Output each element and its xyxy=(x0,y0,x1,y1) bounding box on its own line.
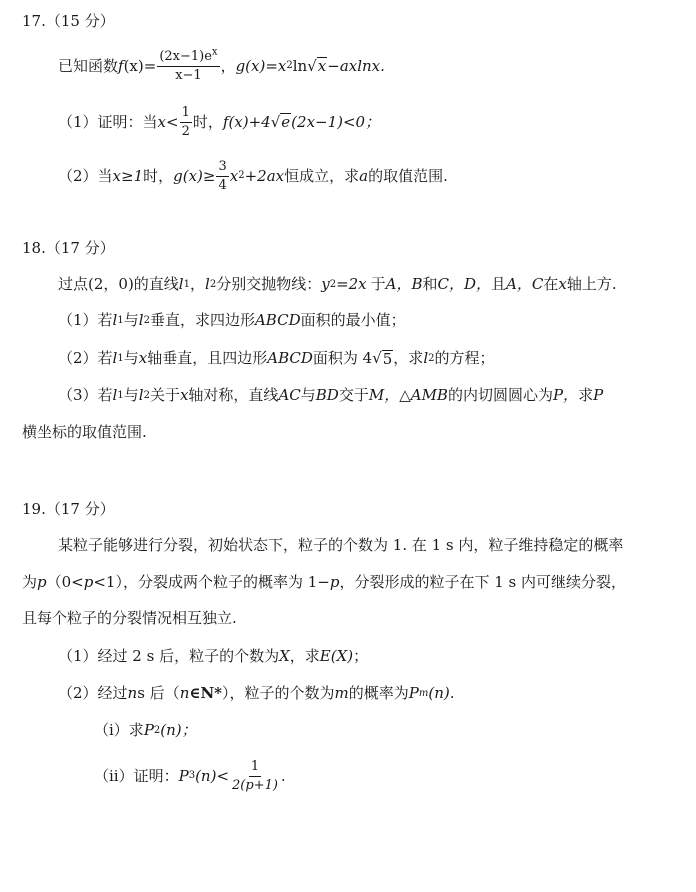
q19-pi-P: P xyxy=(143,721,154,739)
q19-part2-i: （i）求 P 2 (n)； xyxy=(94,721,197,739)
q18-pts3: A，C xyxy=(506,275,544,293)
q19-pii-n: (n)< xyxy=(195,766,230,785)
q19-p2-label: （2）经过 xyxy=(58,684,128,702)
q18-header-text: 18.（17 分） xyxy=(22,239,115,257)
q18-p2-l2: l xyxy=(423,349,429,368)
q17-p1-when: 时， xyxy=(192,112,223,131)
q18-p3-bd: BD xyxy=(315,386,339,404)
q17-p2-label: （2）当 xyxy=(58,166,113,185)
q19-part1 xyxy=(58,649,368,664)
q19-pii-fraction xyxy=(230,760,280,792)
q17-header-text: 17.（15 分） xyxy=(22,12,115,30)
q18-p2-d: ，求 xyxy=(393,349,424,368)
q19-p1-b: ，求 xyxy=(289,647,320,665)
q19-intro-line2 xyxy=(22,575,626,590)
q17-g-sqrt: x xyxy=(317,57,327,76)
q17-p2-tail: 恒成立，求 xyxy=(284,166,360,185)
q18-p3-p2: P xyxy=(593,386,604,404)
q18-p2-e: 的方程； xyxy=(434,349,495,368)
q18-p2-c: 面积为 4 xyxy=(312,349,373,368)
q19-p2-n2: n xyxy=(179,684,190,702)
q17-p1-fraction xyxy=(180,106,192,138)
q18-p3-c: 轴对称，直线 xyxy=(188,386,279,404)
q18-p3-a: 与 xyxy=(123,386,139,404)
q18-p3-l1: l xyxy=(112,386,118,404)
q17-p2-end: 的取值范围. xyxy=(368,166,448,185)
q17-p2-a: a xyxy=(359,166,369,185)
q19-pii-end: . xyxy=(280,766,286,785)
q19-intro-1: 某粒子能够进行分裂，初始状态下，粒子的个数为 1. 在 1 s 内，粒子维持稳定的概率 xyxy=(58,536,624,554)
q18-intro-d: 且 xyxy=(491,275,507,293)
q19-p2-Psub: m xyxy=(418,687,429,699)
q18-p1-label: （1）若 xyxy=(58,311,113,329)
q18-p3-ac: AC xyxy=(278,386,301,404)
q19-p2-in: ∈N* xyxy=(189,684,223,702)
q18-p2-label: （2）若 xyxy=(58,349,113,368)
q19-intro-2a: 为 xyxy=(22,573,38,591)
q17-p2-x: x xyxy=(229,166,239,185)
q18-l1: l xyxy=(178,275,184,293)
q19-p2-a: s 后（ xyxy=(137,684,180,702)
q18-p2-x: x xyxy=(138,349,148,368)
q18-p3-l2: l xyxy=(138,386,144,404)
q18-p3-label: （3）若 xyxy=(58,386,113,404)
q19-pi-label: （i）求 xyxy=(94,721,144,739)
q17-p2-plus: +2ax xyxy=(244,166,285,185)
q19-part2-ii: （ii）证明： P 3 (n)< $\frac{1}{2(p+1)}$ . xyxy=(94,759,286,793)
q18-p3-g: 的内切圆圆心为 xyxy=(447,386,553,404)
q17-g-expr: g(x)=x xyxy=(235,56,287,75)
q19-p1-label: （1）经过 2 s 后，粒子的个数为 xyxy=(58,647,280,665)
q18-pts2: C，D， xyxy=(437,275,492,293)
q18-p2-b: 轴垂直，且四边形 xyxy=(147,349,268,368)
q19-intro-line3 xyxy=(22,611,237,626)
q18-p3-b: 关于 xyxy=(149,386,180,404)
q18-p3-m: M， xyxy=(368,386,400,404)
q17-p1-label: （1）证明：当 xyxy=(58,112,158,131)
q19-pii-label: （ii）证明： xyxy=(94,766,179,785)
q17-intro-text: 已知函数 xyxy=(58,56,119,75)
q19-p1-E: E(X) xyxy=(319,647,354,665)
q19-intro-2b: （0< xyxy=(46,573,84,591)
q19-pi-n: (n)； xyxy=(160,721,197,739)
q18-axis-x: x xyxy=(558,275,567,293)
q18-part1: （1）若 l 1 与 l 2 垂直，求四边形 ABCD 面积的最小值； xyxy=(58,311,406,329)
q18-p3-cont: 横坐标的取值范围. xyxy=(22,423,147,441)
q18-p3-d: 与 xyxy=(300,386,316,404)
q19-p2-b: ），粒子的个数为 xyxy=(222,684,335,702)
q18-part3: （3）若 l 1 与 l 2 关于 x 轴对称，直线 AC 与 BD 交于 M， △AMB 的内切圆圆心为 P， 求 P xyxy=(58,386,604,404)
q17-g-tail: −axlnx. xyxy=(327,56,385,75)
q17-p1-tail: (2x−1)<0； xyxy=(291,112,381,131)
q18-p3-e: 交于 xyxy=(338,386,369,404)
q17-g-sep: ， xyxy=(220,56,236,75)
q17-p1-frac-den: 2 xyxy=(181,123,190,139)
q18-p2-a: 与 xyxy=(123,349,139,368)
q18-p1-c: 面积的最小值； xyxy=(300,311,406,329)
q17-g-ln: ln xyxy=(292,56,308,75)
q18-p3-x: x xyxy=(179,386,189,404)
q18-l2: l xyxy=(205,275,210,293)
q19-p2-Pn: (n). xyxy=(428,684,455,702)
q19-pii-den: 2(p+1) xyxy=(232,777,278,793)
q17-p1-lt: < xyxy=(166,112,179,131)
q18-p1-abcd: ABCD xyxy=(254,311,301,329)
q18-part3-cont xyxy=(22,425,147,440)
q19-intro-2d: <1），分裂成两个粒子的概率为 1− xyxy=(93,573,330,591)
q18-p2-sqrt: 5 xyxy=(382,350,393,368)
q19-intro-2p: p xyxy=(37,573,47,591)
q18-intro-e: 在 xyxy=(543,275,559,293)
q18-part2: （2）若 l 1 与 x 轴垂直，且四边形 ABCD 面积为 4 √ 5 ，求 l 2 的方程； xyxy=(58,349,495,368)
q17-p2-frac-num: 3 xyxy=(216,160,228,177)
q17-header xyxy=(22,14,115,29)
q18-p2-abcd: ABCD xyxy=(267,349,313,368)
q17-p2-cond: x≥1 xyxy=(112,166,144,185)
q19-intro-2c: p xyxy=(83,573,94,591)
q18-p1-l1: l xyxy=(112,311,118,329)
q18-intro: 过点(2，0)的直线 l 1 ， l 2 分别交抛物线： y 2 =2x 于 A，B 和 C，D， 且 A，C 在 x 轴上方. xyxy=(58,275,617,293)
q18-intro-c: 于 xyxy=(370,275,386,293)
q19-p1-c: ； xyxy=(353,647,369,665)
q17-p2-when: 时， xyxy=(143,166,174,185)
q17-p2-g: g(x)≥ xyxy=(173,166,216,185)
q18-p3-h: 求 xyxy=(578,386,594,404)
q18-intro-b: 分别交抛物线： xyxy=(216,275,322,293)
q17-p1-x: x xyxy=(157,112,167,131)
q17-p1-sqrt: e xyxy=(281,113,291,132)
q18-and: 和 xyxy=(422,275,438,293)
q19-header xyxy=(22,502,115,517)
q17-p2-fraction xyxy=(216,160,228,192)
q17-f-numerator xyxy=(157,46,219,67)
q19-intro-2f: ，分裂形成的粒子在下 1 s 内可继续分裂， xyxy=(339,573,627,591)
q17-f-num-sup: x xyxy=(211,46,218,58)
q18-p1-l2: l xyxy=(138,311,144,329)
q17-f-eq: (x)= xyxy=(123,56,157,75)
q18-sep: ， xyxy=(189,275,205,293)
q18-p1-a: 与 xyxy=(123,311,139,329)
q18-header xyxy=(22,241,115,256)
q18-parabola-rest: =2x xyxy=(336,275,367,293)
q19-p2-c: 的概率为 xyxy=(348,684,409,702)
q18-p2-l1: l xyxy=(112,349,118,368)
q17-part2: （2）当 x≥1 时， g(x)≥ $\frac{3}{4}$ x 2 +2ax 恒成立，求 a 的取值范围. xyxy=(58,159,448,193)
q17-p1-frac-num: 1 xyxy=(180,106,192,123)
q19-part2 xyxy=(58,686,455,701)
q18-p3-p: P， xyxy=(552,386,579,404)
q18-parabola-y: y xyxy=(321,275,330,293)
q19-header-text: 19.（17 分） xyxy=(22,500,115,518)
q17-p1-expr: f(x)+4 xyxy=(222,112,271,131)
q18-intro-f: 轴上方. xyxy=(566,275,617,293)
q18-intro-a: 过点(2，0)的直线 xyxy=(58,275,179,293)
q17-f-fraction xyxy=(157,46,219,83)
q18-p3-f: △AMB xyxy=(399,386,448,404)
q19-p2-n: n xyxy=(127,684,138,702)
q19-p2-m: m xyxy=(334,684,349,702)
q19-intro-3: 且每个粒子的分裂情况相互独立. xyxy=(22,609,237,627)
q19-p1-X: X xyxy=(279,647,290,665)
q19-intro-2e: p xyxy=(329,573,340,591)
q17-f-name: f xyxy=(118,56,124,75)
q17-intro: 已知函数 f (x)= $\frac{(2x-1)e^x}{x-1}$ ， g(x)=x 2 ln √ x −axlnx. xyxy=(58,46,385,83)
q19-p2-P: P xyxy=(408,684,419,702)
q17-p2-frac-den: 4 xyxy=(218,177,227,193)
q17-part1: （1）证明：当 x < $\frac{1}{2}$ 时， f(x)+4 √ e (2x−1)<0； xyxy=(58,105,381,139)
q17-f-denominator: x−1 xyxy=(175,67,202,83)
q18-pts: A，B xyxy=(385,275,423,293)
q17-f-num-text: (2x−1)e xyxy=(159,49,212,64)
q19-intro-line1 xyxy=(58,538,623,553)
q19-pii-num: 1 xyxy=(249,760,261,777)
q19-pii-P: P xyxy=(178,766,189,785)
q18-p1-b: 垂直，求四边形 xyxy=(149,311,255,329)
